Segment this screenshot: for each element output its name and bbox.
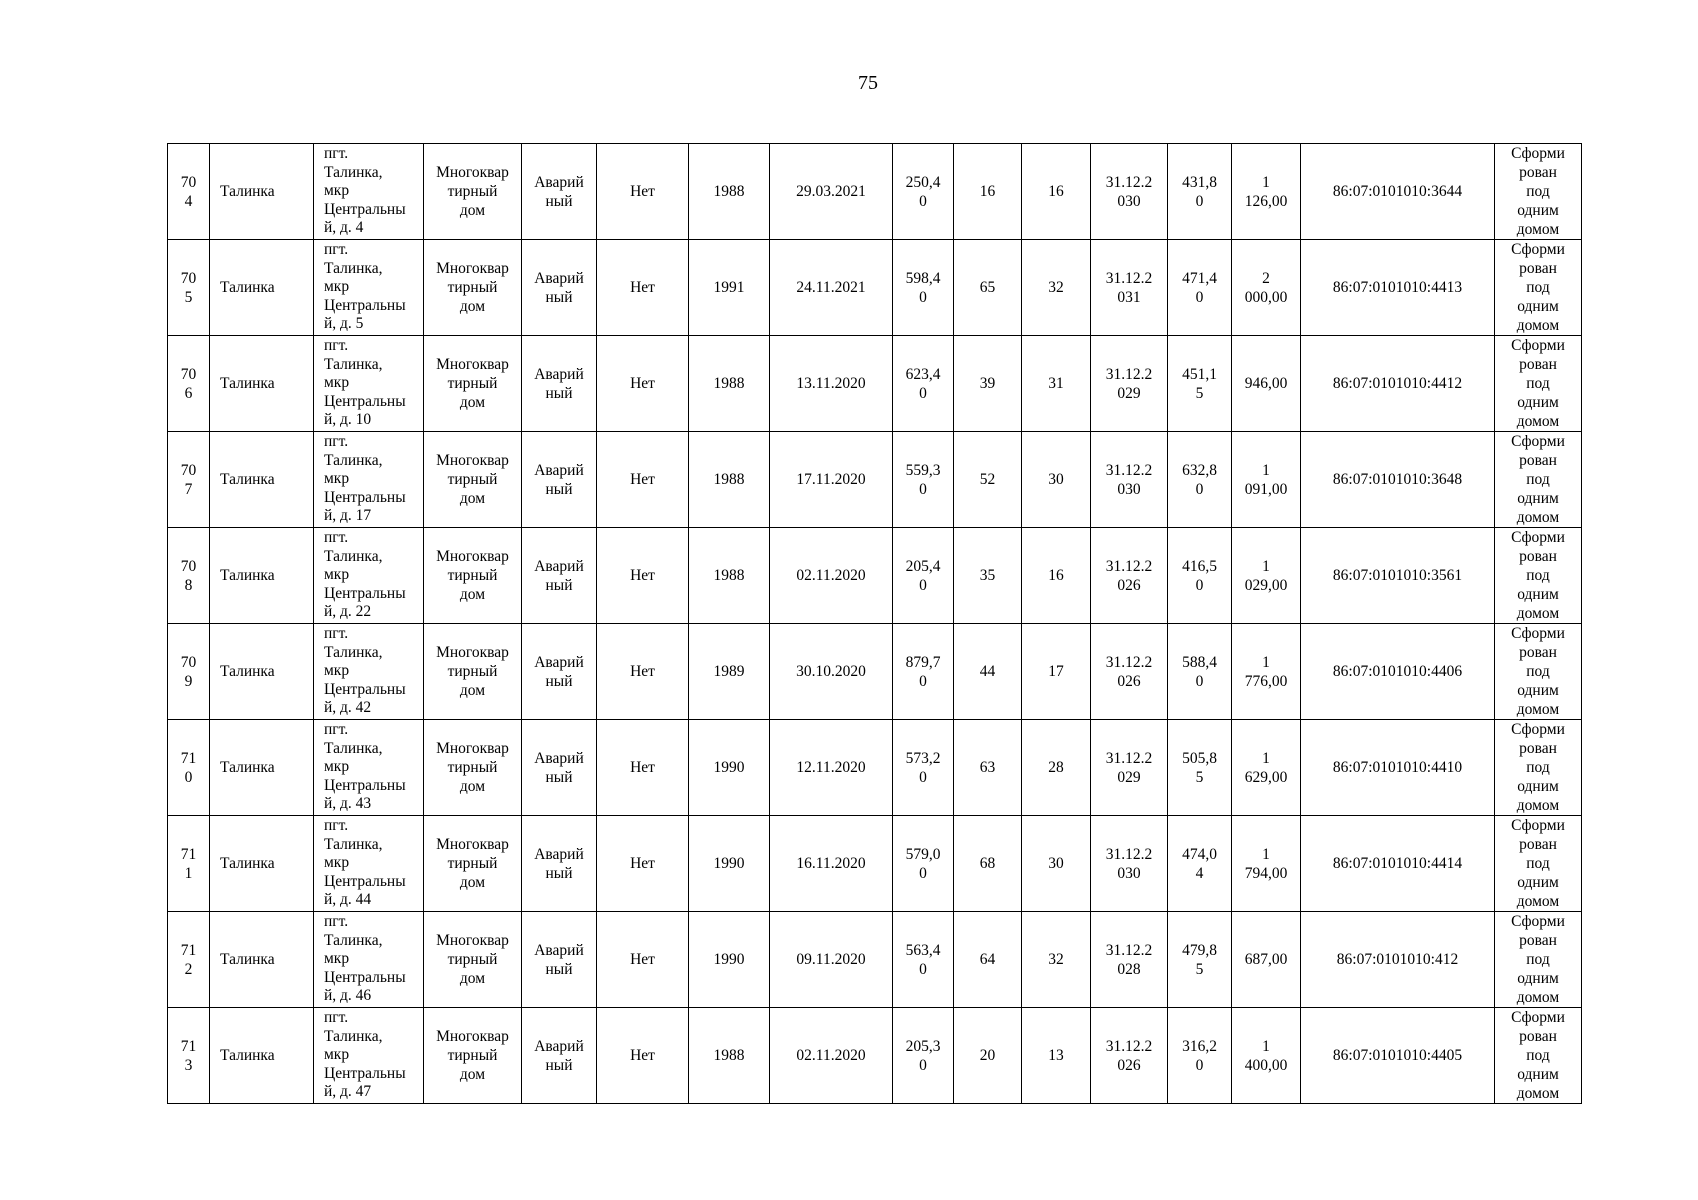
table-row [168,144,1582,240]
rooms-cell: 16 [1022,144,1091,240]
area-secondary-cell: 316,2 0 [1168,1008,1232,1104]
deadline-cell: 31.12.2 026 [1091,1008,1168,1104]
deadline-cell: 31.12.2 029 [1091,336,1168,432]
rooms-cell: 32 [1022,240,1091,336]
status-cell: Аварий ный [522,432,597,528]
cost-cell: 1 776,00 [1232,624,1301,720]
cost-cell: 1 400,00 [1232,1008,1301,1104]
house-type-cell: Многоквар тирный дом [424,336,522,432]
year-cell: 1988 [689,1008,770,1104]
note-cell: Сформи рован под одним домом [1495,144,1582,240]
area-secondary-cell: 474,0 4 [1168,816,1232,912]
row-number-cell: 70 4 [168,144,210,240]
note-cell: Сформи рован под одним домом [1495,240,1582,336]
address-cell: пгт. Талинка, мкр Центральны й, д. 42 [314,624,424,720]
flag-cell: Нет [597,1008,689,1104]
flag-cell: Нет [597,816,689,912]
note-cell: Сформи рован под одним домом [1495,336,1582,432]
area-secondary-cell: 632,8 0 [1168,432,1232,528]
row-number-cell: 71 0 [168,720,210,816]
rooms-cell: 13 [1022,1008,1091,1104]
house-type-cell: Многоквар тирный дом [424,720,522,816]
house-type-cell: Многоквар тирный дом [424,624,522,720]
address-cell: пгт. Талинка, мкр Центральны й, д. 10 [314,336,424,432]
residents-cell: 44 [954,624,1022,720]
note-cell: Сформи рован под одним домом [1495,816,1582,912]
status-cell: Аварий ный [522,720,597,816]
house-type-cell: Многоквар тирный дом [424,528,522,624]
rooms-cell: 30 [1022,432,1091,528]
settlement-cell: Талинка [210,720,314,816]
cadastral-number-cell: 86:07:0101010:3561 [1301,528,1495,624]
status-cell: Аварий ный [522,336,597,432]
residents-cell: 16 [954,144,1022,240]
house-type-cell: Многоквар тирный дом [424,240,522,336]
table-row [168,528,1582,624]
table-row [168,336,1582,432]
cadastral-number-cell: 86:07:0101010:4410 [1301,720,1495,816]
row-number-cell: 71 1 [168,816,210,912]
note-cell: Сформи рован под одним домом [1495,720,1582,816]
deadline-cell: 31.12.2 031 [1091,240,1168,336]
year-cell: 1988 [689,144,770,240]
settlement-cell: Талинка [210,1008,314,1104]
settlement-cell: Талинка [210,528,314,624]
settlement-cell: Талинка [210,624,314,720]
cost-cell: 2 000,00 [1232,240,1301,336]
cost-cell: 946,00 [1232,336,1301,432]
date-cell: 13.11.2020 [770,336,893,432]
year-cell: 1990 [689,720,770,816]
row-number-cell: 70 9 [168,624,210,720]
residents-cell: 35 [954,528,1022,624]
cost-cell: 1 126,00 [1232,144,1301,240]
settlement-cell: Талинка [210,432,314,528]
flag-cell: Нет [597,720,689,816]
deadline-cell: 31.12.2 030 [1091,144,1168,240]
area-cell: 205,3 0 [893,1008,954,1104]
residents-cell: 65 [954,240,1022,336]
table-row [168,1008,1582,1104]
row-number-cell: 70 5 [168,240,210,336]
address-cell: пгт. Талинка, мкр Центральны й, д. 22 [314,528,424,624]
area-cell: 573,2 0 [893,720,954,816]
row-number-cell: 71 2 [168,912,210,1008]
cost-cell: 1 629,00 [1232,720,1301,816]
cost-cell: 1 794,00 [1232,816,1301,912]
area-cell: 250,4 0 [893,144,954,240]
housing-registry-table [167,143,1582,1104]
deadline-cell: 31.12.2 026 [1091,624,1168,720]
area-cell: 559,3 0 [893,432,954,528]
address-cell: пгт. Талинка, мкр Центральны й, д. 46 [314,912,424,1008]
flag-cell: Нет [597,432,689,528]
cadastral-number-cell: 86:07:0101010:4412 [1301,336,1495,432]
date-cell: 02.11.2020 [770,528,893,624]
cadastral-number-cell: 86:07:0101010:4413 [1301,240,1495,336]
area-secondary-cell: 471,4 0 [1168,240,1232,336]
flag-cell: Нет [597,240,689,336]
note-cell: Сформи рован под одним домом [1495,528,1582,624]
cadastral-number-cell: 86:07:0101010:412 [1301,912,1495,1008]
status-cell: Аварий ный [522,816,597,912]
cadastral-number-cell: 86:07:0101010:4405 [1301,1008,1495,1104]
residents-cell: 52 [954,432,1022,528]
note-cell: Сформи рован под одним домом [1495,912,1582,1008]
year-cell: 1991 [689,240,770,336]
date-cell: 16.11.2020 [770,816,893,912]
address-cell: пгт. Талинка, мкр Центральны й, д. 44 [314,816,424,912]
address-cell: пгт. Талинка, мкр Центральны й, д. 47 [314,1008,424,1104]
deadline-cell: 31.12.2 028 [1091,912,1168,1008]
cadastral-number-cell: 86:07:0101010:3648 [1301,432,1495,528]
date-cell: 09.11.2020 [770,912,893,1008]
area-secondary-cell: 431,8 0 [1168,144,1232,240]
house-type-cell: Многоквар тирный дом [424,912,522,1008]
date-cell: 12.11.2020 [770,720,893,816]
settlement-cell: Талинка [210,336,314,432]
area-cell: 563,4 0 [893,912,954,1008]
status-cell: Аварий ный [522,144,597,240]
year-cell: 1988 [689,336,770,432]
deadline-cell: 31.12.2 026 [1091,528,1168,624]
status-cell: Аварий ный [522,624,597,720]
settlement-cell: Талинка [210,144,314,240]
area-cell: 579,0 0 [893,816,954,912]
address-cell: пгт. Талинка, мкр Центральны й, д. 43 [314,720,424,816]
flag-cell: Нет [597,624,689,720]
settlement-cell: Талинка [210,240,314,336]
area-secondary-cell: 451,1 5 [1168,336,1232,432]
area-secondary-cell: 479,8 5 [1168,912,1232,1008]
area-cell: 623,4 0 [893,336,954,432]
rooms-cell: 28 [1022,720,1091,816]
house-type-cell: Многоквар тирный дом [424,816,522,912]
year-cell: 1989 [689,624,770,720]
year-cell: 1988 [689,432,770,528]
table-row [168,432,1582,528]
date-cell: 24.11.2021 [770,240,893,336]
house-type-cell: Многоквар тирный дом [424,1008,522,1104]
table-row [168,624,1582,720]
house-type-cell: Многоквар тирный дом [424,144,522,240]
deadline-cell: 31.12.2 030 [1091,432,1168,528]
flag-cell: Нет [597,912,689,1008]
area-secondary-cell: 416,5 0 [1168,528,1232,624]
table-row [168,816,1582,912]
residents-cell: 63 [954,720,1022,816]
year-cell: 1990 [689,912,770,1008]
note-cell: Сформи рован под одним домом [1495,624,1582,720]
residents-cell: 39 [954,336,1022,432]
note-cell: Сформи рован под одним домом [1495,1008,1582,1104]
status-cell: Аварий ный [522,912,597,1008]
row-number-cell: 70 6 [168,336,210,432]
rooms-cell: 32 [1022,912,1091,1008]
area-secondary-cell: 505,8 5 [1168,720,1232,816]
address-cell: пгт. Талинка, мкр Центральны й, д. 4 [314,144,424,240]
flag-cell: Нет [597,528,689,624]
status-cell: Аварий ный [522,1008,597,1104]
date-cell: 02.11.2020 [770,1008,893,1104]
table-row [168,912,1582,1008]
date-cell: 29.03.2021 [770,144,893,240]
table-row [168,720,1582,816]
settlement-cell: Талинка [210,912,314,1008]
page-number: 75 [858,72,878,94]
row-number-cell: 70 7 [168,432,210,528]
cadastral-number-cell: 86:07:0101010:4406 [1301,624,1495,720]
row-number-cell: 71 3 [168,1008,210,1104]
rooms-cell: 31 [1022,336,1091,432]
rooms-cell: 16 [1022,528,1091,624]
note-cell: Сформи рован под одним домом [1495,432,1582,528]
deadline-cell: 31.12.2 029 [1091,720,1168,816]
rooms-cell: 17 [1022,624,1091,720]
cost-cell: 1 091,00 [1232,432,1301,528]
area-cell: 205,4 0 [893,528,954,624]
cost-cell: 1 029,00 [1232,528,1301,624]
house-type-cell: Многоквар тирный дом [424,432,522,528]
date-cell: 17.11.2020 [770,432,893,528]
row-number-cell: 70 8 [168,528,210,624]
year-cell: 1988 [689,528,770,624]
residents-cell: 64 [954,912,1022,1008]
deadline-cell: 31.12.2 030 [1091,816,1168,912]
year-cell: 1990 [689,816,770,912]
table-row [168,240,1582,336]
rooms-cell: 30 [1022,816,1091,912]
area-secondary-cell: 588,4 0 [1168,624,1232,720]
settlement-cell: Талинка [210,816,314,912]
status-cell: Аварий ный [522,528,597,624]
address-cell: пгт. Талинка, мкр Центральны й, д. 5 [314,240,424,336]
flag-cell: Нет [597,336,689,432]
status-cell: Аварий ный [522,240,597,336]
address-cell: пгт. Талинка, мкр Центральны й, д. 17 [314,432,424,528]
cadastral-number-cell: 86:07:0101010:3644 [1301,144,1495,240]
residents-cell: 20 [954,1008,1022,1104]
cost-cell: 687,00 [1232,912,1301,1008]
cadastral-number-cell: 86:07:0101010:4414 [1301,816,1495,912]
area-cell: 598,4 0 [893,240,954,336]
area-cell: 879,7 0 [893,624,954,720]
flag-cell: Нет [597,144,689,240]
date-cell: 30.10.2020 [770,624,893,720]
residents-cell: 68 [954,816,1022,912]
table-body [168,144,1582,1104]
